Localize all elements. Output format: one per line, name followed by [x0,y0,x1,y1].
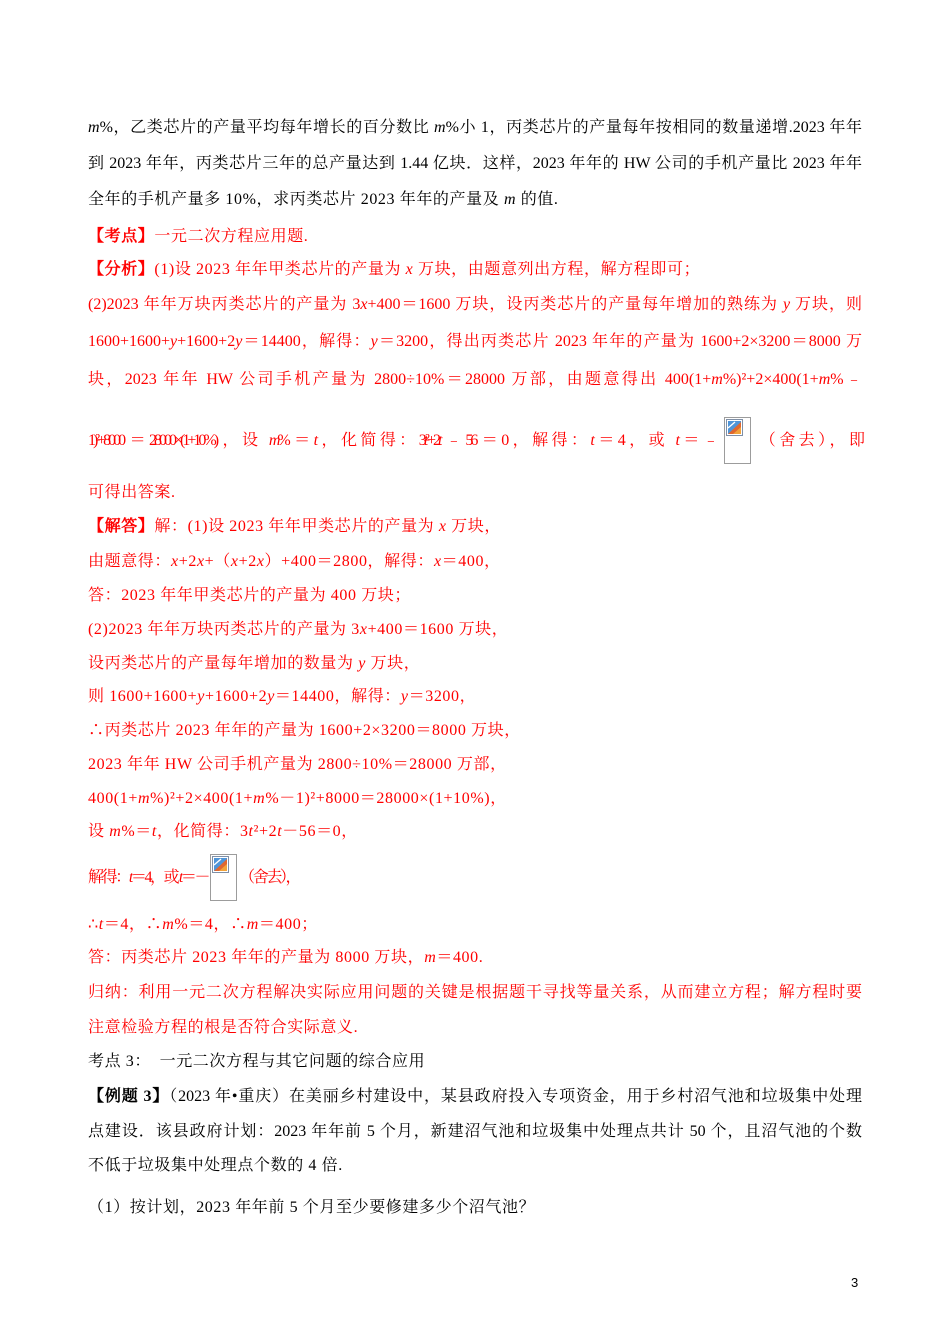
text-run: ²+2 [253,823,278,840]
math-variable: t [590,432,592,449]
problem-text-line [88,190,862,210]
text-run: ＝﹣ [676,432,723,449]
math-variable: y [370,333,378,350]
math-variable: m [88,119,100,136]
text-run: ＝－ [180,869,209,886]
answer-line [88,552,862,572]
math-variable: m [424,949,437,966]
text-run: +1600+2 [177,333,236,350]
text-run: ＝400； [258,916,318,933]
text-run: （舍去）， [239,869,300,886]
text-run: ＝400. [436,949,484,966]
math-variable: m [137,790,151,807]
text-run: 万块，则 [790,296,862,313]
math-variable: m [503,191,517,208]
section-label: 【例题 3】 [88,1088,170,1105]
text-run: 万块，由题意列出方程，解方程即可； [413,261,701,278]
summary-line [88,983,862,1003]
text-run: 全年的手机产量多 10%，求丙类芯片 2023 年年的产量及 [88,191,504,208]
math-variable: x [405,261,414,278]
math-variable: t [438,432,440,449]
text-run: 由题意得： [88,553,172,570]
text-run: ＝4，∴ [103,916,163,933]
analysis-line [88,260,862,280]
text-run: %小 1，丙类芯片的产量每年按相同的数量递增.2023 年年 [445,119,862,136]
answer-line [88,755,862,775]
math-variable: t [128,869,131,886]
text-run: 解：(1)设 2023 年年甲类芯片的产量为 [154,518,439,535]
text-run: ∴ [88,916,99,933]
text-run: ﹣56＝0，解得： [439,432,591,449]
analysis-line [88,431,862,451]
text-run: ＝14400，解得： [242,333,371,350]
text-run: ＝14400，解得： [274,688,401,705]
math-variable: t [675,432,677,449]
text-run: 万块， [365,655,421,672]
analysis-line [88,295,862,315]
text-run: ，化简得：3 [315,432,424,449]
text-run: （2023 年•重庆）在美丽乡村建设中，某县政府投入专项资金，用于乡村沼气池和垃圾集中处理 [169,1088,862,1105]
text-run: －56＝0， [282,823,358,840]
text-run: (2)2023 年年万块丙类芯片的产量为 3 [88,296,361,313]
text-run: （1）按计划，2023 年年前 5 个月至少要修建多少个沼气池？ [88,1199,536,1216]
math-variable: y [197,688,205,705]
math-variable: t [98,916,104,933]
broken-image-glyph [726,419,743,436]
text-run: %＝ [277,432,314,449]
text-run: （舍去），即 [753,432,862,449]
text-run: %﹣ [830,371,862,388]
text-run: ＝400， [441,553,501,570]
example-line [88,1156,862,1176]
text-run: 万块， [446,518,501,535]
text-run: +（ [204,553,231,570]
math-variable: t [277,823,283,840]
math-variable: y [782,296,791,313]
answer-line [88,586,862,606]
answer-line [88,654,862,674]
text-run: 注意检验方程的根是否符合实际意义. [88,1019,359,1036]
math-variable: x [433,553,442,570]
text-run: ，化简得：3 [156,823,249,840]
text-run: ＝4，或 [591,432,676,449]
text-run: %－1)²+8000＝28000×(1+10%)， [265,790,507,807]
math-variable: m [162,916,175,933]
text-run: 设丙类芯片的产量每年增加的数量为 [88,655,359,672]
math-variable: y [235,333,243,350]
math-variable: y [267,688,275,705]
text-run: +400＝1600 万块，设丙类芯片的产量每年增加的熟练为 [367,296,783,313]
example-line [88,1122,862,1142]
text-run: +400＝1600 万块， [367,621,509,638]
example-line [88,1087,862,1107]
text-run: 设 [88,823,110,840]
math-variable: y [400,688,409,705]
math-variable: m [253,790,266,807]
problem-text-line [88,118,862,138]
analysis-line [88,332,862,352]
math-variable: x [360,296,368,313]
math-variable: m [268,432,278,449]
math-variable: t [423,432,426,449]
text-run: %)²+2×400(1+ [722,371,819,388]
text-run: 点建设．该县政府计划：2023 年年前 5 个月，新建沼气池和垃圾集中处理点共计 50 个，且沼气池的个数 [88,1123,862,1140]
text-run: 则 1600+1600+ [88,688,198,705]
text-run: ²+2 [425,432,438,449]
answer-line [88,948,862,968]
answer-line [88,620,862,640]
text-run: 答：丙类芯片 2023 年年的产量为 8000 万块， [88,949,425,966]
math-variable: x [230,553,239,570]
text-run: 1600+1600+ [88,333,171,350]
math-variable: x [171,553,179,570]
text-run: 2023 年年 HW 公司手机产量为 2800÷10%＝28000 万部， [88,756,507,773]
math-variable: m [109,823,122,840]
text-run: ＝4，或 [130,869,179,886]
text-run: 可得出答案. [88,484,176,501]
text-run: 不低于垃圾集中处理点个数的 4 倍. [88,1157,343,1174]
text-run: +2 [178,553,197,570]
math-variable: t [313,432,316,449]
answer-line [88,789,862,809]
text-run: 归纳：利用一元二次方程解决实际应用问题的关键是根据题干寻找等量关系，从而建立方程；解方程时要 [88,984,862,1001]
section-heading [88,1052,862,1072]
text-run: 解得： [88,869,129,886]
text-run: 1)²+8000＝28000×(1+10%)，设 [88,432,269,449]
text-run: 考点 3： 一元二次方程与其它问题的综合应用 [88,1053,426,1070]
answer-line [88,915,862,935]
problem-text-line [88,154,862,174]
question-line [88,1198,862,1218]
text-run: 的值. [516,191,559,208]
text-run: 到 2023 年年，丙类芯片三年的总产量达到 1.44 亿块．这样，2023 年年的 HW 公司的手机产量比 2023 年年 [88,155,862,172]
section-label: 【分析】 [88,261,155,278]
text-run: 块，2023 年年 HW 公司手机产量为 2800÷10%＝28000 万部，由题意得出 400(1+ [88,371,712,388]
section-label: 【解答】 [88,518,155,535]
key-point-line [88,227,862,247]
math-variable: t [248,823,254,840]
math-variable: y [358,655,366,672]
math-variable: m [434,119,446,136]
section-label: 【考点】 [88,228,155,245]
text-run: 答：2023 年年甲类芯片的产量为 400 万块； [88,587,412,604]
page-number: 3 [851,1275,859,1290]
text-run: ＝3200， [408,688,477,705]
math-variable: m [246,916,259,933]
answer-line [88,721,862,741]
math-variable: x [438,518,447,535]
text-run: ∴丙类芯片 2023 年年的产量为 1600+2×3200＝8000 万块， [88,722,521,739]
math-variable: x [359,621,368,638]
text-run: (2)2023 年年万块丙类芯片的产量为 3 [88,621,360,638]
text-run: ）+400＝2800，解得： [264,553,434,570]
text-run: (1)设 2023 年年甲类芯片的产量为 [154,261,406,278]
broken-image-icon [210,854,237,901]
text-run: 一元二次方程应用题. [154,228,309,245]
summary-line [88,1018,862,1038]
math-variable: y [170,333,178,350]
math-variable: t [151,823,157,840]
text-run: %，乙类芯片的产量平均每年增长的百分数比 [99,119,435,136]
math-variable: m [711,371,723,388]
answer-line [88,822,862,842]
broken-image-glyph [212,856,229,873]
text-run: %＝ [121,823,152,840]
text-run: +1600+2 [204,688,268,705]
text-run: %)²+2×400(1+ [150,790,254,807]
text-run: ＝3200，得出丙类芯片 2023 年年的产量为 1600+2×3200＝8000 万 [377,333,862,350]
math-variable: m [818,371,831,388]
text-run: +2 [238,553,257,570]
math-variable: t [178,869,181,886]
answer-line [88,687,862,707]
answer-line [88,868,862,888]
analysis-line [88,483,862,503]
math-variable: x [256,553,265,570]
answer-line [88,517,862,537]
math-variable: x [196,553,205,570]
text-run: %＝4，∴ [174,916,247,933]
broken-image-icon [724,417,751,464]
analysis-line [88,370,862,390]
text-run: 400(1+ [88,790,138,807]
